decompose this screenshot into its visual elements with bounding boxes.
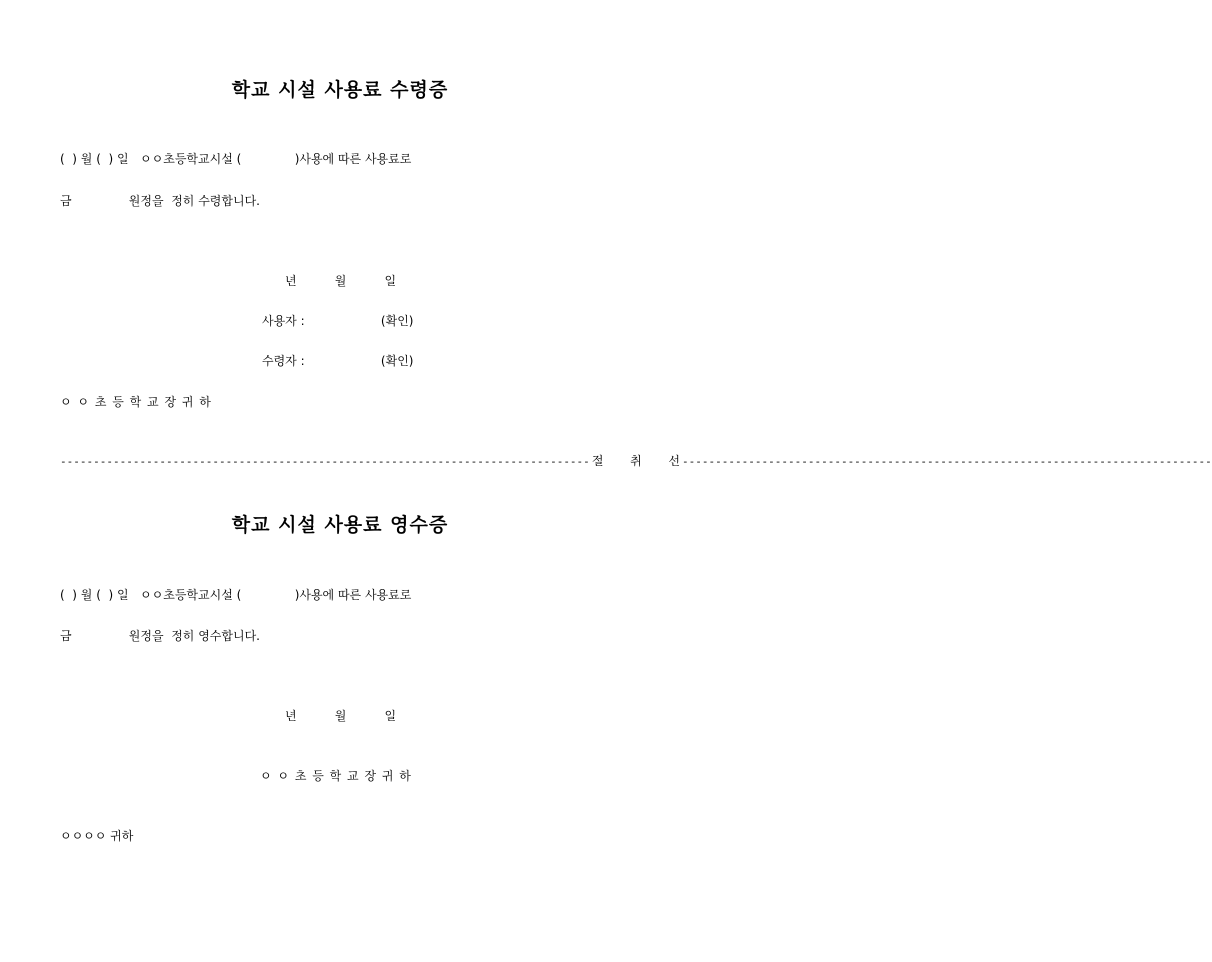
cut-line-dashes-left: -------------------------------------------------------------------------------- bbox=[60, 454, 590, 468]
receipt1-title: 학교 시설 사용료 수령증 bbox=[231, 79, 449, 101]
receipt2-usage-line: ( ) 월 ( ) 일 ㅇㅇ초등학교시설 ( )사용에 따른 사용료로 bbox=[60, 588, 412, 602]
receipt1-amount-line: 금 원정을 정히 수령합니다. bbox=[60, 194, 260, 208]
receipt1-receiver-signature: 수령자 : (확인) bbox=[262, 354, 414, 368]
receipt2-date: 년 월 일 bbox=[285, 709, 397, 723]
cut-line-dashes-right: -------------------------------------------------------------------------------- bbox=[682, 454, 1212, 468]
receipt2-amount-line: 금 원정을 정히 영수합니다. bbox=[60, 629, 260, 643]
receipt2-title: 학교 시설 사용료 영수증 bbox=[231, 514, 449, 536]
receipt1-date: 년 월 일 bbox=[285, 274, 397, 288]
receipt1-addressee: ㅇ ㅇ 초 등 학 교 장 귀 하 bbox=[60, 395, 212, 409]
receipt2-issuer: ㅇ ㅇ 초 등 학 교 장 귀 하 bbox=[260, 769, 412, 783]
cut-line-label: 절 취 선 bbox=[591, 454, 680, 468]
cut-line bbox=[60, 454, 1212, 468]
receipt1-user-signature: 사용자 : (확인) bbox=[262, 314, 414, 328]
receipt2-addressee: ㅇㅇㅇㅇ 귀하 bbox=[60, 829, 134, 843]
receipt1-usage-line: ( ) 월 ( ) 일 ㅇㅇ초등학교시설 ( )사용에 따른 사용료로 bbox=[60, 152, 412, 166]
